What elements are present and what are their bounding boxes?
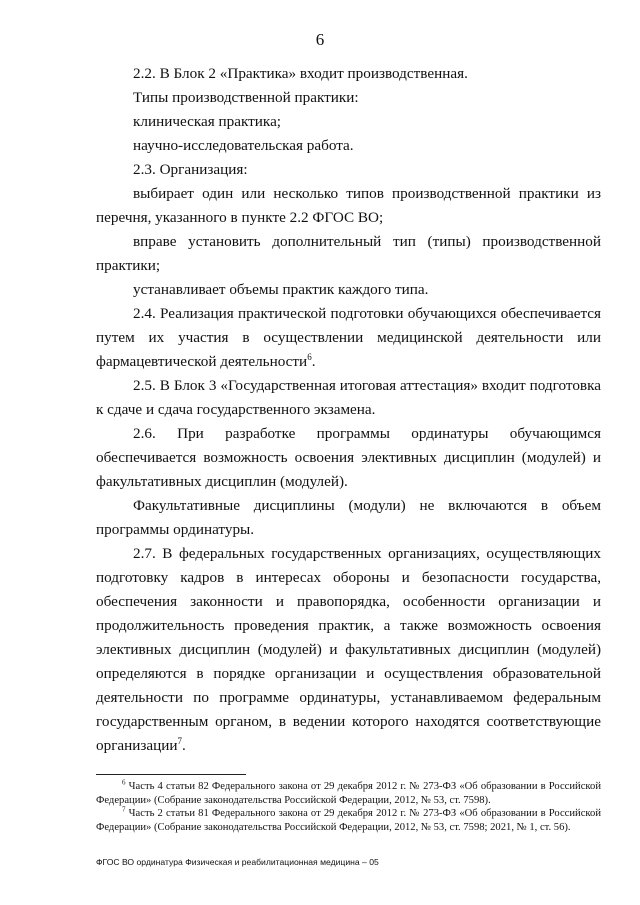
paragraph-2-3: 2.3. Организация: <box>133 161 248 178</box>
footnote-6 <box>96 780 601 807</box>
footnotes <box>96 780 601 834</box>
paragraph-2-2: 2.2. В Блок 2 «Практика» входит производственная. <box>133 65 468 82</box>
paragraph-volumes: устанавливает объемы практик каждого типа. <box>133 281 429 298</box>
paragraph-selects-types: выбирает один или несколько типов производственной практики из перечня, указанного в пункте 2.2 ФГОС ВО; <box>96 185 601 226</box>
footnote-ref-7: 7 <box>177 735 183 746</box>
paragraph-research-work: научно-исследовательская работа. <box>133 137 354 154</box>
footnote-7-text: Часть 2 статьи 81 Федерального закона от 29 декабря 2012 г. № 273-ФЗ «Об образовании в Российской Федерации» (Собрание законодательства Российской Федерации, 2012, № 53, ст. 7598; 2021, № 1, ст. 56). <box>96 808 601 833</box>
footnote-mark-6: 6 <box>122 778 126 787</box>
footnote-ref-6: 6 <box>307 351 312 362</box>
footnote-6-text: Часть 4 статьи 82 Федерального закона от 29 декабря 2012 г. № 273-ФЗ «Об образовании в Российской Федерации» (Собрание законодательства Российской Федерации, 2012, № 53, ст. 7598). <box>96 781 601 806</box>
document-body <box>96 62 601 758</box>
paragraph-clinical-practice: клиническая практика; <box>133 113 282 130</box>
paragraph-optional-disciplines: Факультативные дисциплины (модули) не включаются в объем программы ординатуры. <box>96 497 601 538</box>
paragraph-2-7: 2.7. В федеральных государственных организациях, осуществляющих подготовку кадров в интересах обороны и безопасности государства, обеспечения законности и правопорядка, особенности организации и продолжительность проведения практик, а также возможность освоения элективных дисциплин (модулей) и факультативных дисциплин (модулей) определяются в порядке организации и осуществления образовательной деятельности по программе ординатуры, устанавливаемом федеральным государственным органом, в ведении которого находятся соответствующие организации$^7$. <box>96 545 601 754</box>
paragraph-practice-types: Типы производственной практики: <box>133 89 359 106</box>
footnote-mark-7: 7 <box>122 805 126 814</box>
footnote-7 <box>96 807 601 834</box>
page-footer: ФГОС ВО ординатура Физическая и реабилитационная медицина – 05 <box>96 857 379 867</box>
paragraph-2-4: 2.4. Реализация практической подготовки обучающихся обеспечивается путем их участия в осуществлении медицинской деятельности или фармацевтической деятельности$^6$. <box>96 305 601 370</box>
paragraph-2-5: 2.5. В Блок 3 «Государственная итоговая аттестация» входит подготовка к сдаче и сдача государственного экзамена. <box>96 377 601 418</box>
footnote-separator <box>96 774 246 775</box>
paragraph-2-4-text: 2.4. Реализация практической подготовки обучающихся обеспечивается путем их участия в осуществлении медицинской деятельности или фармацевтической деятельности <box>96 305 601 370</box>
paragraph-2-7-text: 2.7. В федеральных государственных организациях, осуществляющих подготовку кадров в интересах обороны и безопасности государства, обеспечения законности и правопорядка, особенности организации и продолжительность проведения практик, а также возможность освоения элективных дисциплин (модулей) и факультативных дисциплин (модулей) определяются в порядке организации и осуществления образовательной деятельности по программе ординатуры, устанавливаемом федеральным государственным органом, в ведении которого находятся соответствующие организации <box>96 545 601 754</box>
page-number: 6 <box>315 30 325 49</box>
paragraph-additional-type: вправе установить дополнительный тип (типы) производственной практики; <box>96 233 601 274</box>
paragraph-2-6: 2.6. При разработке программы ординатуры обучающимся обеспечивается возможность освоения элективных дисциплин (модулей) и факультативных дисциплин (модулей). <box>96 425 601 490</box>
